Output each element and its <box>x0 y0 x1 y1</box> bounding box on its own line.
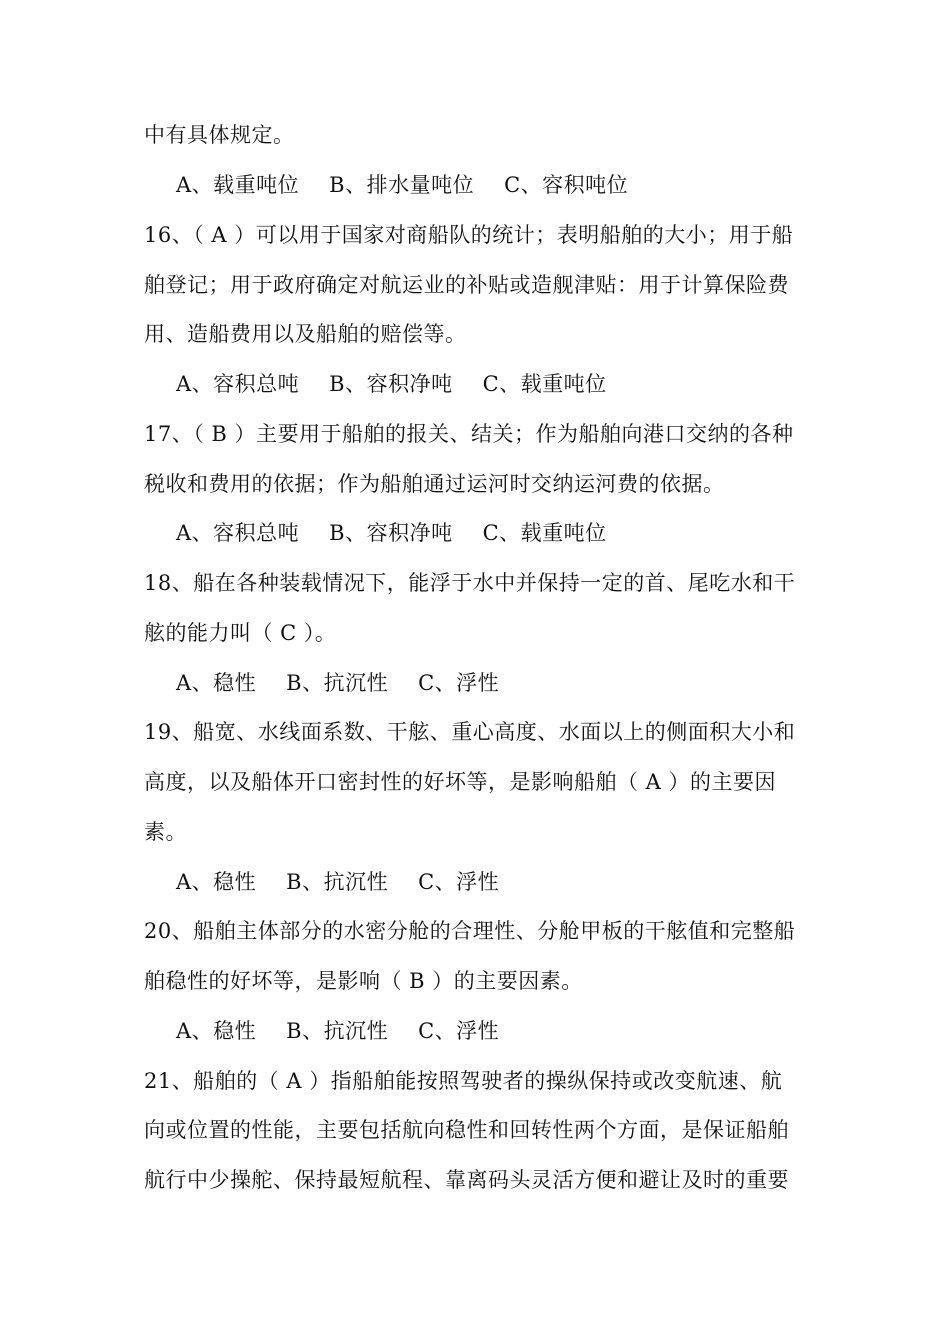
question-19-line-3: 素。 <box>144 820 187 844</box>
option-b: B、容积净吨 <box>329 372 453 396</box>
option-c: C、容积吨位 <box>504 173 629 197</box>
answer-options <box>176 663 499 703</box>
answer-options <box>176 513 607 553</box>
question-19-line-2: 高度，以及船体开口密封性的好坏等，是影响船舶（ A ）的主要因 <box>144 770 777 794</box>
question-16-line-1: 16、（ A ）可以用于国家对商船队的统计；表明船舶的大小；用于船 <box>144 223 794 247</box>
option-c: C、浮性 <box>418 1019 500 1043</box>
question-20-line-1: 20、船舶主体部分的水密分舱的合理性、分舱甲板的干舷值和完整船 <box>144 919 796 943</box>
question-16-line-2: 舶登记；用于政府确定对航运业的补贴或造舰津贴：用于计算保险费 <box>144 273 789 297</box>
option-b: B、抗沉性 <box>286 1019 389 1043</box>
answer-options <box>176 165 628 205</box>
answer-options <box>176 862 499 902</box>
option-b: B、容积净吨 <box>329 521 453 545</box>
question-16-line-3: 用、造船费用以及船舶的赔偿等。 <box>144 322 467 346</box>
option-a: A、稳性 <box>176 1019 257 1043</box>
option-b: B、排水量吨位 <box>329 173 475 197</box>
answer-options <box>176 364 607 404</box>
question-17-line-1: 17、（ B ）主要用于船舶的报关、结关；作为船舶向港口交纳的各种 <box>144 422 794 446</box>
question-18-line-1: 18、船在各种装载情况下，能浮于水中并保持一定的首、尾吃水和干 <box>144 571 796 595</box>
question-21-line-1: 21、船舶的（ A ）指船舶能按照驾驶者的操纵保持或改变航速、航 <box>144 1069 783 1093</box>
text-line: 中有具体规定。 <box>144 123 295 147</box>
option-b: B、抗沉性 <box>286 671 389 695</box>
option-c: C、浮性 <box>418 671 500 695</box>
option-c: C、浮性 <box>418 870 500 894</box>
question-17-line-2: 税收和费用的依据；作为船舶通过运河时交纳运河费的依据。 <box>144 472 725 496</box>
question-21-line-3: 航行中少操舵、保持最短航程、靠离码头灵活方便和避让及时的重要 <box>144 1168 789 1192</box>
question-18-line-2: 舷的能力叫（ C ）。 <box>144 621 337 645</box>
question-19-line-1: 19、船宽、水线面系数、干舷、重心高度、水面以上的侧面积大小和 <box>144 720 796 744</box>
question-21-line-2: 向或位置的性能，主要包括航向稳性和回转性两个方面，是保证船舶 <box>144 1118 789 1142</box>
option-a: A、容积总吨 <box>176 521 300 545</box>
option-a: A、稳性 <box>176 870 257 894</box>
option-a: A、稳性 <box>176 671 257 695</box>
option-a: A、容积总吨 <box>176 372 300 396</box>
option-a: A、载重吨位 <box>176 173 300 197</box>
question-20-line-2: 舶稳性的好坏等，是影响（ B ）的主要因素。 <box>144 969 583 993</box>
option-c: C、载重吨位 <box>482 521 607 545</box>
answer-options <box>176 1011 499 1051</box>
option-b: B、抗沉性 <box>286 870 389 894</box>
option-c: C、载重吨位 <box>482 372 607 396</box>
